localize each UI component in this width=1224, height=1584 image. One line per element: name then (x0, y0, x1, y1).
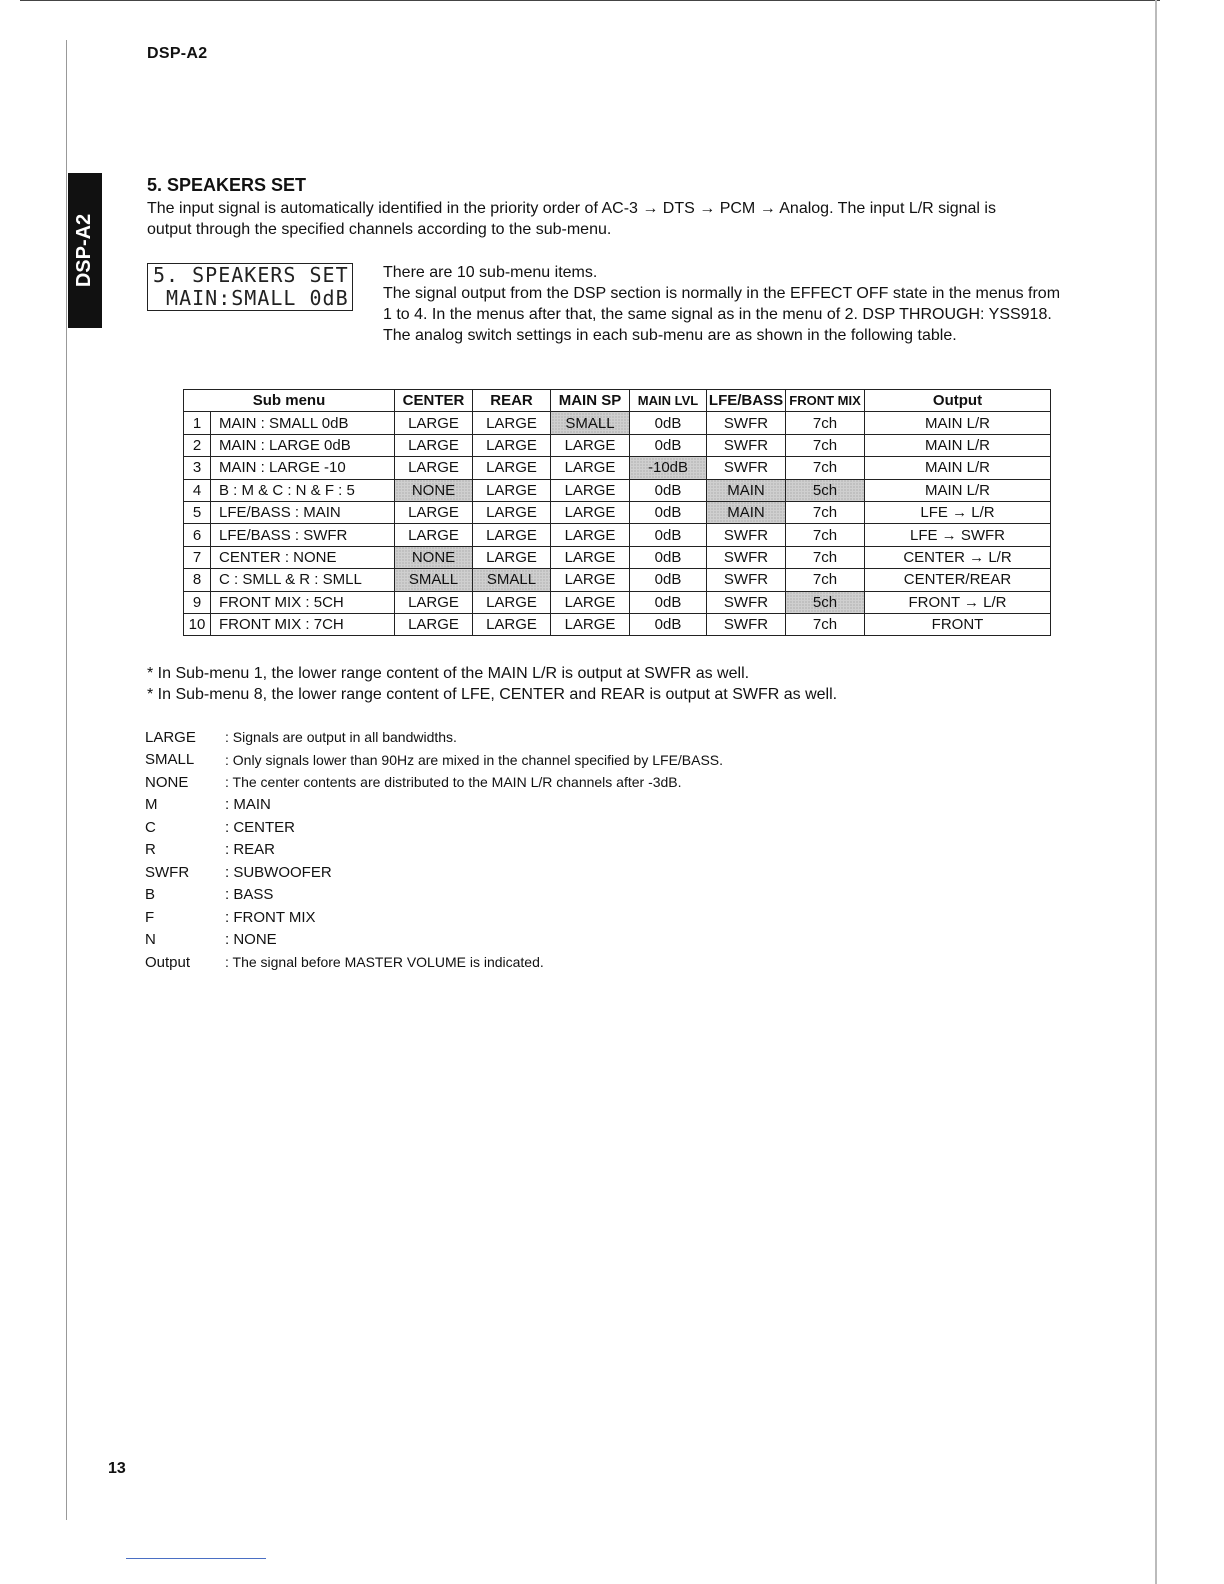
sub-menu-cell: MAIN : LARGE 0dB (211, 434, 395, 456)
sub-menu-cell: FRONT MIX : 5CH (211, 591, 395, 613)
legend-term: Output (145, 953, 191, 971)
output-cell: LFE → L/R (865, 501, 1051, 523)
side-tab (68, 173, 102, 328)
lfe-bass-cell: SWFR (707, 434, 786, 456)
legend-definition: : The signal before MASTER VOLUME is indicated. (225, 954, 544, 971)
legend-definition: : The center contents are distributed to the MAIN L/R channels after -3dB. (225, 774, 682, 791)
row-number: 8 (184, 569, 211, 591)
legend-definition: : SUBWOOFER (225, 863, 332, 881)
center-cell: LARGE (395, 434, 473, 456)
rear-cell: LARGE (473, 412, 551, 434)
lfe-bass-cell: SWFR (707, 569, 786, 591)
row-number: 3 (184, 457, 211, 479)
section-title: 5. SPEAKERS SET (147, 175, 307, 195)
main-sp-cell: LARGE (551, 501, 630, 523)
main-lvl-cell: 0dB (630, 501, 707, 523)
header-main-sp: MAIN SP (551, 390, 630, 412)
lcd-display (147, 263, 353, 311)
main-sp-cell: LARGE (551, 591, 630, 613)
rear-cell: LARGE (473, 479, 551, 501)
header-rear: REAR (473, 390, 551, 412)
legend-row (145, 771, 723, 794)
legend-definition: : CENTER (225, 818, 296, 836)
rear-cell: LARGE (473, 546, 551, 568)
sub-menu-cell: B : M & C : N & F : 5 (211, 479, 395, 501)
front-mix-cell: 7ch (786, 546, 865, 568)
legend-row (145, 794, 723, 817)
table-row (184, 591, 1051, 613)
sub-menu-cell: MAIN : LARGE -10 (211, 457, 395, 479)
description (383, 262, 1063, 346)
header-sub-menu: Sub menu (184, 390, 395, 412)
front-mix-cell: 5ch (786, 479, 865, 501)
row-number: 2 (184, 434, 211, 456)
rear-cell: LARGE (473, 591, 551, 613)
center-cell: LARGE (395, 412, 473, 434)
lfe-bass-cell: SWFR (707, 546, 786, 568)
legend-definition: : BASS (225, 886, 274, 904)
main-lvl-cell: 0dB (630, 479, 707, 501)
header-lfe-bass: LFE/BASS (707, 390, 786, 412)
table-row (184, 524, 1051, 546)
table-row (184, 501, 1051, 523)
description-line-2: The signal output from the DSP section is normally in the EFFECT OFF state in the menus from 1 to 4. In the menus after that, the same signal as in the menu of 2. DSP THROUGH: YSS918. The analog switch settings in each sub-menu are as shown in the following table. (383, 285, 1061, 344)
table-row (184, 479, 1051, 501)
center-cell: NONE (395, 546, 473, 568)
center-cell: LARGE (395, 591, 473, 613)
main-sp-cell: LARGE (551, 457, 630, 479)
front-mix-cell: 7ch (786, 524, 865, 546)
lcd-line-1: 5. SPEAKERS SET (153, 263, 349, 287)
center-cell: LARGE (395, 524, 473, 546)
legend-row (145, 951, 723, 974)
front-mix-cell: 7ch (786, 457, 865, 479)
sub-menu-cell: FRONT MIX : 7CH (211, 613, 395, 635)
sub-menu-cell: MAIN : SMALL 0dB (211, 412, 395, 434)
abbreviation-legend (145, 726, 723, 974)
table-row (184, 412, 1051, 434)
legend-row (145, 749, 723, 772)
legend-term: SWFR (145, 863, 190, 881)
output-cell: CENTER → L/R (865, 546, 1051, 568)
center-cell: SMALL (395, 569, 473, 591)
legend-definition: : FRONT MIX (225, 908, 316, 926)
front-mix-cell: 7ch (786, 501, 865, 523)
header-center: CENTER (395, 390, 473, 412)
lfe-bass-cell: MAIN (707, 479, 786, 501)
main-sp-cell: LARGE (551, 546, 630, 568)
header-output: Output (865, 390, 1051, 412)
output-cell: MAIN L/R (865, 457, 1051, 479)
page-number: 13 (108, 1460, 126, 1477)
footnote-2: * In Sub-menu 8, the lower range content of LFE, CENTER and REAR is output at SWFR as well. (147, 686, 838, 703)
footnote-1: * In Sub-menu 1, the lower range content of the MAIN L/R is output at SWFR as well. (147, 665, 750, 682)
legend-definition: : MAIN (225, 796, 271, 814)
legend-term: LARGE (145, 728, 196, 746)
front-mix-cell: 5ch (786, 591, 865, 613)
legend-row (145, 884, 723, 907)
output-cell: MAIN L/R (865, 479, 1051, 501)
main-lvl-cell: 0dB (630, 591, 707, 613)
output-cell: CENTER/REAR (865, 569, 1051, 591)
row-number: 6 (184, 524, 211, 546)
legend-definition: : Only signals lower than 90Hz are mixed in the channel specified by LFE/BASS. (225, 751, 724, 768)
description-line-1: There are 10 sub-menu items. (383, 264, 598, 281)
legend-row (145, 816, 723, 839)
main-sp-cell: SMALL (551, 412, 630, 434)
lcd-line-2: MAIN:SMALL 0dB (153, 286, 349, 310)
output-cell: FRONT → L/R (865, 591, 1051, 613)
main-sp-cell: LARGE (551, 479, 630, 501)
legend-definition: : NONE (225, 931, 277, 949)
legend-term: B (145, 886, 156, 904)
legend-definition: : Signals are output in all bandwidths. (225, 729, 457, 746)
footnotes (147, 663, 837, 705)
rear-cell: LARGE (473, 613, 551, 635)
legend-term: F (145, 908, 155, 926)
row-number: 7 (184, 546, 211, 568)
main-lvl-cell: 0dB (630, 569, 707, 591)
center-cell: LARGE (395, 501, 473, 523)
bottom-rule (126, 1558, 266, 1559)
sub-menu-cell: LFE/BASS : MAIN (211, 501, 395, 523)
sub-menu-cell: LFE/BASS : SWFR (211, 524, 395, 546)
intro-paragraph: The input signal is automatically identified in the priority order of AC-3 → DTS → PCM → Analog. The input L/R signal is output through the specified channels according to the sub-menu. (147, 200, 996, 238)
table-header-row (184, 390, 1051, 412)
top-rule (20, 0, 1160, 1)
output-cell: FRONT (865, 613, 1051, 635)
front-mix-cell: 7ch (786, 412, 865, 434)
table-row (184, 569, 1051, 591)
legend-row (145, 726, 723, 749)
center-cell: NONE (395, 479, 473, 501)
main-sp-cell: LARGE (551, 434, 630, 456)
model-label: DSP-A2 (147, 45, 208, 62)
legend-term: R (145, 841, 156, 859)
right-margin-rule (1155, 0, 1157, 1584)
row-number: 5 (184, 501, 211, 523)
legend-row (145, 839, 723, 862)
output-cell: LFE → SWFR (865, 524, 1051, 546)
legend-row (145, 906, 723, 929)
lfe-bass-cell: SWFR (707, 613, 786, 635)
main-lvl-cell: 0dB (630, 434, 707, 456)
main-lvl-cell: 0dB (630, 613, 707, 635)
main-sp-cell: LARGE (551, 613, 630, 635)
row-number: 1 (184, 412, 211, 434)
lfe-bass-cell: SWFR (707, 524, 786, 546)
main-lvl-cell: -10dB (630, 457, 707, 479)
rear-cell: LARGE (473, 501, 551, 523)
main-sp-cell: LARGE (551, 569, 630, 591)
rear-cell: LARGE (473, 434, 551, 456)
rear-cell: LARGE (473, 524, 551, 546)
row-number: 10 (184, 613, 211, 635)
rear-cell: LARGE (473, 457, 551, 479)
table-row (184, 457, 1051, 479)
left-margin-rule (66, 40, 67, 1520)
lfe-bass-cell: SWFR (707, 457, 786, 479)
main-lvl-cell: 0dB (630, 412, 707, 434)
lfe-bass-cell: SWFR (707, 591, 786, 613)
legend-term: C (145, 818, 156, 836)
main-lvl-cell: 0dB (630, 524, 707, 546)
row-number: 4 (184, 479, 211, 501)
row-number: 9 (184, 591, 211, 613)
table-row (184, 613, 1051, 635)
table-row (184, 546, 1051, 568)
output-cell: MAIN L/R (865, 412, 1051, 434)
center-cell: LARGE (395, 613, 473, 635)
legend-term: SMALL (145, 751, 195, 769)
legend-definition: : REAR (225, 841, 276, 859)
main-lvl-cell: 0dB (630, 546, 707, 568)
side-tab-label: DSP-A2 (73, 213, 96, 288)
lfe-bass-cell: SWFR (707, 412, 786, 434)
header-front-mix: FRONT MIX (786, 390, 865, 412)
center-cell: LARGE (395, 457, 473, 479)
legend-term: NONE (145, 773, 189, 791)
front-mix-cell: 7ch (786, 434, 865, 456)
front-mix-cell: 7ch (786, 613, 865, 635)
speaker-settings-table (183, 389, 1051, 636)
legend-term: M (145, 796, 158, 814)
table-row (184, 434, 1051, 456)
main-sp-cell: LARGE (551, 524, 630, 546)
sub-menu-cell: C : SMLL & R : SMLL (211, 569, 395, 591)
legend-term: N (145, 931, 156, 949)
front-mix-cell: 7ch (786, 569, 865, 591)
sub-menu-cell: CENTER : NONE (211, 546, 395, 568)
header-main-lvl: MAIN LVL (630, 390, 707, 412)
legend-row (145, 929, 723, 952)
rear-cell: SMALL (473, 569, 551, 591)
legend-row (145, 861, 723, 884)
output-cell: MAIN L/R (865, 434, 1051, 456)
lfe-bass-cell: MAIN (707, 501, 786, 523)
